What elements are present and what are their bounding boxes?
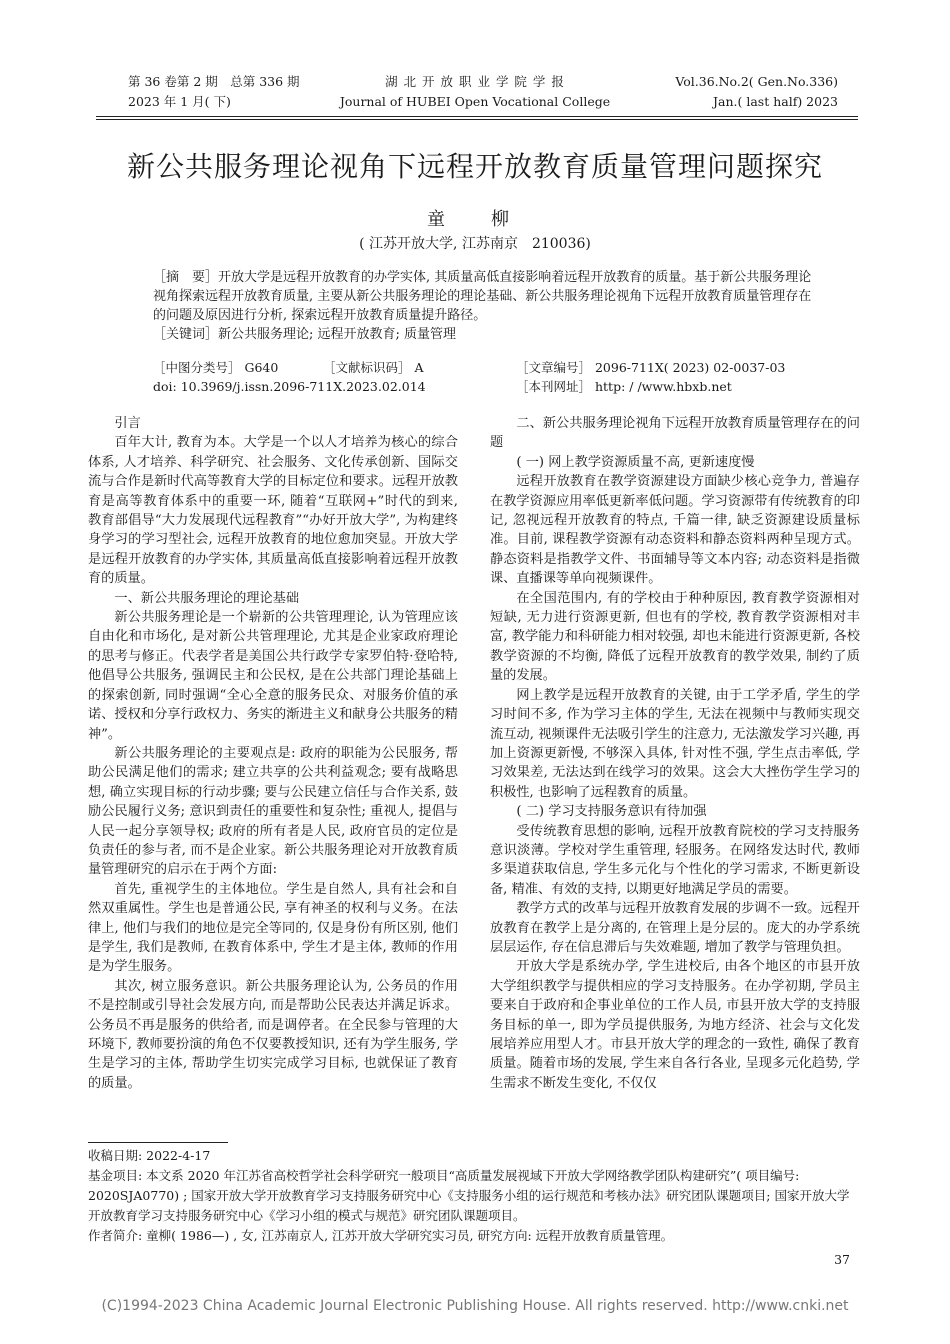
right-column (490, 414, 860, 1093)
abstract-text: ［摘 要］开放大学是远程开放教育的办学实体, 其质量高低直接影响着远程开放教育的质量。基于新公共服务理论视角探索远程开放教育质量, 主要从新公共服务理论的理论基础、新公共服务理论视角下远程开放教育质量管理存在的问题及原因进行分析, 探索远程开放教育质量提升路径。 (153, 270, 812, 323)
author-name: 童 柳 (427, 209, 523, 230)
header-issue-en (675, 72, 838, 112)
paragraph: 新公共服务理论是一个崭新的公共管理理论, 认为管理应该自由化和市场化, 是对新公共管理理论, 尤其是企业家政府理论的思考与修正。代表学者是美国公共行政学专家罗伯特·登哈特, 他倡导公共服务, 强调民主和公民权, 是在公共部门理论基础上的探索创新, 同时强调“全心全意的服务民众、对服务价值的承诺、授权和分享行政权力、务实的渐进主义和献身公共服务的精神”。 (88, 610, 458, 742)
article-number: ［文章编号］ 2096-711X( 2023) 02-0037-03 (516, 360, 786, 375)
journal-name-en: Journal of HUBEI Open Vocational College (339, 94, 611, 109)
journal-website: ［本刊网址］ http: / /www.hbxb.net (516, 379, 732, 394)
copyright-footer: (C)1994-2023 China Academic Journal Electronic Publishing House. All rights reserved. http://www.cnki.net (101, 1298, 849, 1314)
author-bio: 作者简介: 童柳( 1986—) , 女, 江苏南京人, 江苏开放大学研究实习员, 研究方向: 远程开放教育质量管理。 (88, 1228, 674, 1243)
author-affiliation: ( 江苏开放大学, 江苏南京 210036) (359, 236, 591, 252)
paragraph: 网上教学是远程开放教育的关键, 由于工学矛盾, 学生的学习时间不多, 作为学习主体的学生, 无法在视频中与教师实现交流互动, 视频课件无法吸引学生的注意力, 无法激发学习兴趣, 再加上资源更新慢, 不够深入具体, 针对性不强, 学生点击率低, 学习效果差, 无法达到在线学习的效果。这会大大挫伤学生学习的积极性, 也影响了远程教育的质量。 (490, 687, 860, 800)
fund-info: 基金项目: 本文系 2020 年江苏省高校哲学社会科学研究一般项目“高质量发展视域下开放大学网络教学团队构建研究”( 项目编号: 2020SJA0770) ; 国家开放大学开放教育学习支持服务研究中心《支持服务小组的运行规范和考核办法》研究团队课题项目; 国家开放大学开放教育学习支持服务研究中心《学习小组的模式与规范》研究团队课题项目。 (88, 1168, 850, 1223)
paragraph: 在全国范围内, 有的学校由于种种原因, 教育教学资源相对短缺, 无力进行资源更新, 但也有的学校, 教育教学资源相对丰富, 教学能力和科研能力相对较强, 却也未能进行资源更新, 各校教学资源的不均衡, 降低了远程开放教育的教学效果, 制约了质量的发展。 (490, 590, 860, 684)
section-heading: 一、新公共服务理论的理论基础 (114, 590, 300, 606)
header-rule (96, 116, 858, 117)
abstract-block (153, 268, 823, 344)
document-code: ［文献标识码］ A (323, 360, 424, 375)
header-volume-en: Vol.36.No.2( Gen.No.336) (675, 74, 838, 89)
header-date: 2023 年 1 月( 下) (128, 94, 231, 109)
paragraph: 开放大学是系统办学, 学生进校后, 由各个地区的市县开放大学组织教学与提供相应的学习支持服务。在办学初期, 学员主要来自于政府和企事业单位的工作人员, 市县开放大学的支持服务目标的单一, 即为学员提供服务, 为地方经济、社会与文化发展培养应用型人才。市县开放大学的理念的一致性, 确保了教育质量。随着市场的发展, 学生来自各行各业, 呈现多元化趋势, 学生需求不断发生变化, 不仅仅 (490, 959, 860, 1091)
paragraph: 远程开放教育在教学资源建设方面缺少核心竞争力, 普遍存在教学资源应用率低更新率低问题。学习资源带有传统教育的印记, 忽视远程开放教育的特点, 千篇一律, 缺乏资源建设质量标准。目前, 课程教学资源有动态资料和静态资料两种呈现方式。静态资料是指教学文件、书面辅导等文本内容; 动态资料是指微课、直播课等单向视频课件。 (490, 474, 860, 587)
section-heading: 二、新公共服务理论视角下远程开放教育质量管理存在的问题 (490, 416, 860, 451)
left-column (88, 414, 458, 1093)
paper-title: 新公共服务理论视角下远程开放教育质量管理问题探究 (126, 150, 823, 183)
paragraph: 百年大计, 教育为本。大学是一个以人才培养为核心的综合体系, 人才培养、科学研究、社会服务、文化传承创新、国际交流与合作是新时代高等教育大学的目标定位和要求。远程开放教育是高等教育体系中的重要一环, 随着“互联网+”时代的到来, 教育部倡导“大力发展现代远程教育”“办好开放大学”, 为构建终身学习的学习型社会, 远程开放教育的地位愈加突显。开放大学是远程开放教育的办学实体, 其质量高低直接影响着远程开放教育的质量。 (88, 435, 458, 587)
section-heading: 引言 (114, 416, 141, 431)
doi: doi: 10.3969/j.issn.2096-711X.2023.02.014 (153, 379, 426, 394)
footnote-rule (88, 1142, 228, 1143)
header-date-en: Jan.( last half) 2023 (713, 94, 838, 109)
paragraph: 新公共服务理论的主要观点是: 政府的职能为公民服务, 帮助公民满足他们的需求; 建立共享的公共利益观念; 要有战略思想, 确立实现目标的行动步骤; 要与公民建立信任与合作关系, 鼓励公民履行义务; 意识到责任的重要性和复杂性; 重视人, 提倡与人民一起分享领导权; 政府的所有者是人民, 政府官员的定位是负责任的参与者, 而不是企业家。新公共服务理论对开放教育质量管理研究的启示在于两个方面: (88, 745, 458, 878)
journal-name-cn: 湖 北 开 放 职 业 学 院 学 报 (385, 74, 565, 89)
header-rule-2 (96, 119, 858, 120)
paragraph: 受传统教育思想的影响, 远程开放教育院校的学习支持服务意识淡薄。学校对学生重管理, 轻服务。在网络发达时代, 教师多渠道获取信息, 学生多元化与个性化的学习需求, 不断更新设备, 精准、有效的支持, 以期更好地满足学员的需要。 (490, 823, 860, 897)
footnotes (88, 1146, 860, 1246)
clc-number: ［中图分类号］ G640 (153, 360, 279, 375)
section-heading: ( 一) 网上教学资源质量不高, 更新速度慢 (516, 454, 755, 470)
paragraph: 教学方式的改革与远程开放教育发展的步调不一致。远程开放教育在教学上是分离的, 在管理上是分层的。庞大的办学系统层层运作, 存在信息滞后与失效难题, 增加了教学与管理负担。 (490, 901, 860, 955)
paragraph: 其次, 树立服务意识。新公共服务理论认为, 公务员的作用不是控制或引导社会发展方向, 而是帮助公民表达并满足诉求。公务员不再是服务的供给者, 而是调停者。在全民参与管理的大环境下, 教师要扮演的角色不仅要教授知识, 还有为学生服务, 学生是学习的主体, 帮助学生切实完成学习目标, 也就保证了教育的质量。 (88, 978, 458, 1091)
keywords: ［关键词］新公共服务理论; 远程开放教育; 质量管理 (153, 327, 457, 342)
paragraph: 首先, 重视学生的主体地位。学生是自然人, 具有社会和自然双重属性。学生也是普通公民, 享有神圣的权利与义务。在法律上, 他们与我们的地位是完全等同的, 仅是身份有所区别, 他们是学生, 我们是教师, 在教育体系中, 学生才是主体, 教师的作用是为学生服务。 (88, 881, 458, 975)
received-date: 收稿日期: 2022-4-17 (88, 1148, 211, 1163)
page-number: 37 (834, 1252, 850, 1267)
section-heading: ( 二) 学习支持服务意识有待加强 (516, 804, 707, 820)
header-volume: 第 36 卷第 2 期 总第 336 期 (128, 74, 300, 89)
